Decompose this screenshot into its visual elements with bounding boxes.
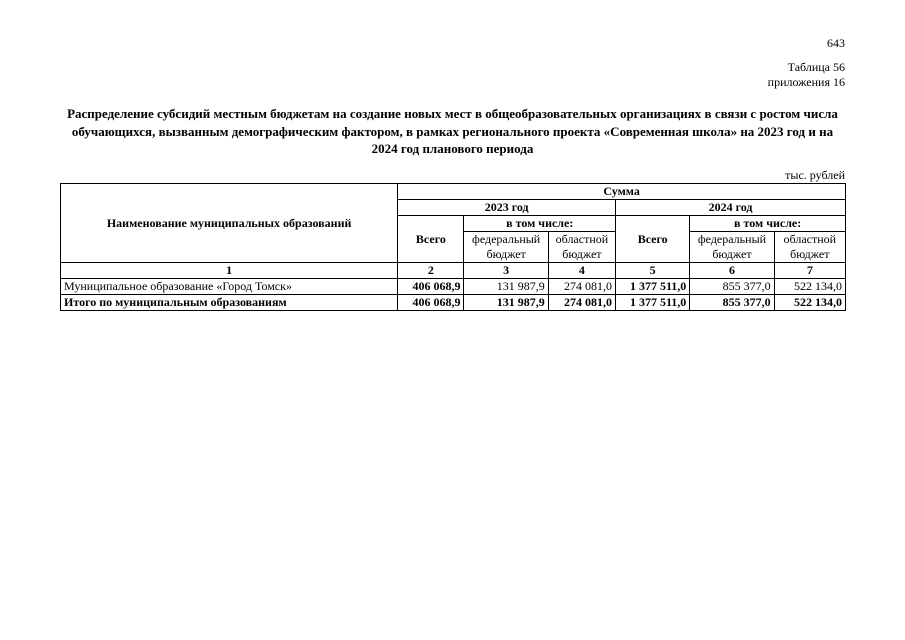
municipality-column-header: Наименование муниципальных образований xyxy=(61,184,398,263)
table-row xyxy=(61,279,846,295)
total-2024-value: 1 377 511,0 xyxy=(616,295,690,311)
regional-2024-value: 522 134,0 xyxy=(774,279,845,295)
table-ref-line1: Таблица 56 xyxy=(787,60,845,74)
total-2023-header: Всего xyxy=(398,216,464,263)
column-number: 5 xyxy=(616,263,690,279)
column-number: 4 xyxy=(548,263,615,279)
year-2023-header: 2023 год xyxy=(398,200,616,216)
regional-2023-value: 274 081,0 xyxy=(548,295,615,311)
header-row-sum xyxy=(61,184,846,200)
document-title: Распределение субсидий местным бюджетам на создание новых мест в общеобразовательных организациях в связи с ростом числа обучающихся, вызванным демографическим фактором, в рамках регионального проекта «Современная школа» на 2023 год и на 2024 год планового периода xyxy=(67,106,838,156)
table-ref-line2: приложения 16 xyxy=(767,75,845,89)
table-reference xyxy=(768,60,845,90)
column-number: 6 xyxy=(690,263,774,279)
year-2024-header: 2024 год xyxy=(616,200,846,216)
total-2023-value: 406 068,9 xyxy=(398,295,464,311)
column-number: 1 xyxy=(61,263,398,279)
federal-2024-value: 855 377,0 xyxy=(690,279,774,295)
total-2024-value: 1 377 511,0 xyxy=(616,279,690,295)
column-number: 2 xyxy=(398,263,464,279)
regional-2023-value: 274 081,0 xyxy=(548,279,615,295)
including-2024-header: в том числе: xyxy=(690,216,846,232)
sum-header: Сумма xyxy=(398,184,846,200)
municipality-name: Муниципальное образование «Город Томск» xyxy=(61,279,398,295)
total-2023-value: 406 068,9 xyxy=(398,279,464,295)
page-number: 643 xyxy=(827,36,845,50)
column-number-row xyxy=(61,263,846,279)
regional-2024-header: областной бюджет xyxy=(774,232,845,263)
regional-2024-value: 522 134,0 xyxy=(774,295,845,311)
total-2024-header: Всего xyxy=(616,216,690,263)
federal-2023-value: 131 987,9 xyxy=(464,279,548,295)
column-number: 7 xyxy=(774,263,845,279)
subsidy-table xyxy=(60,183,846,311)
column-number: 3 xyxy=(464,263,548,279)
total-row-label: Итого по муниципальным образованиям xyxy=(61,295,398,311)
units-label: тыс. рублей xyxy=(785,168,845,182)
federal-2023-header: федеральный бюджет xyxy=(464,232,548,263)
federal-2024-header: федеральный бюджет xyxy=(690,232,774,263)
regional-2023-header: областной бюджет xyxy=(548,232,615,263)
federal-2023-value: 131 987,9 xyxy=(464,295,548,311)
including-2023-header: в том числе: xyxy=(464,216,616,232)
federal-2024-value: 855 377,0 xyxy=(690,295,774,311)
total-row xyxy=(61,295,846,311)
